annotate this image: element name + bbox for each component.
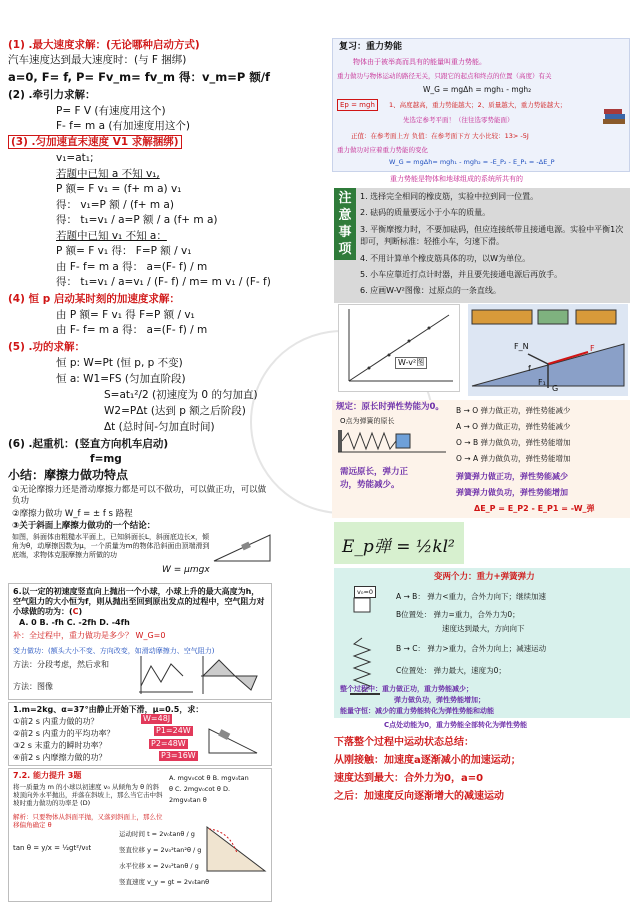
spring-origin: O点为弹簧的原长 bbox=[340, 417, 395, 425]
spring-case-1: B → O 弹力做正功，弹性势能减少 bbox=[456, 406, 571, 415]
force-diagram bbox=[468, 304, 628, 396]
fall-process-1: 整个过程中：重力做正功，重力势能减少； bbox=[340, 685, 473, 693]
q6-stem-text: 6.以一定的初速度竖直向上抛出一个小球，小球上升的最大高度为h，空气阻力的大小恒为f，则从抛出至回到原出发点的过程中，空气阻力对小球做的功为：( bbox=[13, 587, 265, 616]
q8-vertical-speed: 竖直速度 v_y = gt = 2v₀tanθ bbox=[119, 878, 210, 886]
review-system: 重力势能是物体和地球组成的系统所共有的 bbox=[390, 175, 523, 183]
text-line: v₁=at₁; bbox=[56, 152, 94, 164]
q8-analysis: 解析：只要物体从斜面平抛，又落到斜面上，那么位移偏角确定 θ bbox=[13, 813, 163, 829]
spring-case-2: A → O 弹力做正功，弹性势能减少 bbox=[456, 422, 571, 431]
fall-b-note: 速度达到最大，方向向下 bbox=[442, 624, 525, 633]
spring-rule: 规定：原长时弹性势能为0。 bbox=[336, 402, 444, 412]
fall-v0: v₀=0 bbox=[354, 586, 376, 598]
q8-vertical-disp: 竖直位移 y = 2v₀²tan²θ / g bbox=[119, 846, 202, 854]
fall-b: B位置处： 弹力=重力，合外力为0； bbox=[396, 610, 520, 619]
text-line: 由 F- f= m a 得： a=(F- f) / m bbox=[56, 324, 208, 336]
text-line: 恒 a: W1=FS (匀加直阶段) bbox=[56, 373, 186, 385]
spring-fall-analysis bbox=[334, 568, 630, 718]
heading-work: (5) .功的求解： bbox=[8, 341, 86, 353]
friction-notes bbox=[12, 485, 270, 577]
fbd-pull-label: F bbox=[590, 344, 595, 353]
text-line: 汽车速度达到最大速度时：(与 F 捆绑) bbox=[8, 54, 187, 66]
question-6-panel bbox=[8, 583, 272, 700]
text-line: 得： v₁=P 额 / (f+ m a) bbox=[56, 199, 174, 211]
text-line: F- f= m a (有加速度用这个) bbox=[56, 120, 191, 132]
fbd-gravity-label: G bbox=[552, 384, 559, 393]
spring-summary: 需远原长，弹力正功，势能减少。 bbox=[340, 467, 409, 490]
text-line: P 额= F v₁ 得： F=P 额 / v₁ bbox=[56, 245, 192, 257]
q6-graphs bbox=[139, 656, 259, 696]
q6-supplement: 补：全过程中，重力做功是多少？ W_G=0 bbox=[13, 631, 166, 640]
heading-traction: (2) .牵引力求解： bbox=[8, 89, 96, 101]
text-line: 恒 p: W=Pt (恒 p, p 不变) bbox=[56, 357, 183, 369]
spring-formula: E_p弹 = ½kl² bbox=[342, 537, 455, 557]
review-ep-formula: Ep = mgh bbox=[337, 99, 378, 111]
motion-stage-2: 速度达到最大：合外力为0，a=0 bbox=[334, 773, 484, 784]
q6-answer: C bbox=[72, 607, 79, 616]
motion-stage-3: 之后：加速度反向逐渐增大的减速运动 bbox=[334, 791, 504, 802]
q7-incline-figure bbox=[209, 725, 259, 755]
q6-method-2: 方法：图像 bbox=[13, 682, 53, 691]
q7-answer-2: P1=24W bbox=[156, 726, 191, 735]
friction-point-4: 如图，斜面体由粗糙水平面上，已知斜面长L，斜面底边长x，倾角为θ，动摩擦因数为μ，一个质量为m的物体沿斜面由顶端滑到底端，求物体克服摩擦力所做的功 bbox=[12, 533, 210, 559]
fall-ab: A → B： 弹力<重力，合外力向下；继续加速 bbox=[396, 592, 546, 601]
review-work-formula: W_G = mgΔh = mgh₁ - mgh₂ bbox=[423, 85, 532, 94]
friction-point-1: ①无论摩擦力还是滑动摩擦力都是可以不做功，可以做正功，可以做负功 bbox=[12, 485, 267, 506]
text-line: P= F V (有速度用这个) bbox=[56, 105, 166, 117]
review-path-independence: 重力做功与物体运动的路径无关，只跟它的起点和终点的位置（高度）有关 bbox=[337, 72, 552, 80]
incline-figure bbox=[214, 531, 274, 567]
q8-time: 运动时间 t = 2v₀tanθ / g bbox=[119, 830, 195, 838]
fall-energy: 能量守恒：减少的重力势能转化为弹性势能和动能 bbox=[340, 707, 494, 715]
spring-case-4: O → A 弹力做负功，弹性势能增加 bbox=[456, 454, 571, 463]
text-line: 若题中已知 a 不知 v₁, bbox=[56, 168, 160, 180]
fbd-friction-label: f bbox=[528, 364, 531, 373]
spring-figure bbox=[338, 428, 448, 458]
q7-part-2: ②前2 s 内重力的平均功率？ bbox=[13, 729, 115, 738]
formula-max-speed: a=0, F= f, P= Fv_m= fv_m 得：v_m=P 额/f bbox=[8, 70, 271, 84]
spring-negative: 弹簧弹力做负功，弹性势能增加 bbox=[456, 488, 568, 497]
question-8-panel bbox=[8, 768, 272, 902]
review-reference: 先选定参考平面！（往往选零势能面） bbox=[403, 116, 514, 124]
w-v2-graph bbox=[338, 304, 460, 392]
note-1: 1. 选择完全相同的橡皮筋，实验中拉到同一位置。 bbox=[360, 192, 539, 201]
review-definition: 物体由于被举高而具有的能量叫重力势能。 bbox=[353, 58, 486, 66]
q6-method-1: 方法：分段考虑，然后求和 bbox=[13, 660, 109, 669]
text-line: 若题中已知 v₁ 不知 a： bbox=[56, 230, 167, 242]
review-conclusion: 1、高度越高，重力势能越大；2、质量越大，重力势能越大； bbox=[389, 101, 567, 109]
review-change-formula: W_G = mgΔh= mgh₁ - mgh₂ = -E_P₂ - E_P₁ = -ΔE_P bbox=[389, 158, 555, 166]
q6-variable-force: 变力做功：(额头大小不变、方向改变，如滑动摩擦力、空气阻力) bbox=[13, 647, 215, 655]
spring-positive: 弹簧弹力做正功，弹性势能减少 bbox=[456, 472, 568, 481]
q7-part-1: ①前2 s 内重力做的功？ bbox=[13, 717, 99, 726]
review-sign: 正值：在参考面上方 负值：在参考面下方 大小比较：13> -5J bbox=[351, 132, 529, 140]
fall-bc: B → C： 弹力>重力，合外力向上；减速运动 bbox=[396, 644, 547, 653]
q7-part-3: ③2 s 末重力的瞬时功率？ bbox=[13, 741, 107, 750]
note-5: 5. 小车应靠近打点计时器，并且要先接通电源后再放手。 bbox=[360, 270, 563, 279]
review-change: 重力做功对应着重力势能的变化 bbox=[337, 146, 428, 154]
spring-pe-section bbox=[332, 400, 630, 518]
q7-part-4: ④前2 s 内摩擦力做的功？ bbox=[13, 753, 107, 762]
fbd-normal-label: F_N bbox=[514, 342, 529, 351]
q6-options: A. 0 B. -fh C. -2fh D. -4fh bbox=[19, 618, 130, 627]
spring-delta: ΔE_P = E_P2 - E_P1 = -W_弹 bbox=[474, 504, 595, 513]
text-line: S=at₁²/2 (初速度为 0 的匀加直) bbox=[104, 389, 258, 401]
text-line: f=mg bbox=[90, 453, 122, 465]
heading-max-speed: (1) .最大速度求解：(无论哪种启动方式) bbox=[8, 39, 200, 51]
fall-process-2: 弹力做负功，弹性势能增加； bbox=[394, 696, 485, 704]
fall-energy-c: C点处动能为0，重力势能全部转化为弹性势能 bbox=[384, 721, 528, 729]
text-line: Δt (总时间-匀加直时间) bbox=[104, 421, 215, 433]
text-line: 由 P 额= F v₁ 得 F=P 额 / v₁ bbox=[56, 309, 195, 321]
text-line: 由 F- f= m a 得： a=(F- f) / m bbox=[56, 261, 208, 273]
notes-tag: 注意事项 bbox=[334, 188, 356, 260]
q8-options: A. mgv₀cot θ B. mgv₀tan θ C. 2mgv₀cot θ D. 2mgv₀tan θ bbox=[169, 774, 249, 804]
graph-label: W-v²图 bbox=[395, 357, 427, 369]
review-title: 复习：重力势能 bbox=[339, 42, 403, 52]
friction-point-3: ③关于斜面上摩擦力做功的一个结论： bbox=[12, 521, 156, 531]
friction-point-2: ②摩擦力做功 W_f = ± f s 路程 bbox=[12, 509, 133, 519]
fbd-component-label: F₁ bbox=[538, 378, 546, 387]
q8-stem: 将一质量为 m 的小球以初速度 v₀ 从倾角为 θ 的斜坡顶向外水平抛出，并落在斜坡上，那么当它击中斜坡时重力做功的功率是 (D) bbox=[13, 783, 163, 807]
text-line: P 额= F v₁ = (f+ m a) v₁ bbox=[56, 183, 182, 195]
note-4: 4. 不用计算单个橡皮筋具体的功，以W为单位。 bbox=[360, 254, 531, 263]
question-7-panel bbox=[8, 702, 272, 766]
friction-formula: W = μmgx bbox=[162, 565, 210, 575]
experiment-notes bbox=[334, 188, 630, 303]
spring-case-3: O → B 弹力做负功，弹性势能增加 bbox=[456, 438, 571, 447]
q6-stem: 6.以一定的初速度竖直向上抛出一个小球，小球上升的最大高度为h，空气阻力的大小恒为f，则从抛出至回到原出发点的过程中，空气阻力对小球做的功为：(C) bbox=[13, 587, 265, 616]
fall-forces: 变两个力：重力+弹簧弹力 bbox=[434, 572, 535, 582]
note-6: 6. 应画W-V²图像：过原点的一条直线。 bbox=[360, 286, 501, 295]
w-v2-line bbox=[339, 305, 457, 389]
motion-title: 下落整个过程中运动状态总结： bbox=[334, 737, 474, 748]
heading-v1 bbox=[8, 135, 182, 149]
q8-horizontal-disp: 水平位移 x = 2v₀²tanθ / g bbox=[119, 862, 199, 870]
books-icon bbox=[601, 105, 627, 131]
cart-figure bbox=[468, 304, 628, 396]
note-2: 2. 砝码的质量要远小于小车的质量。 bbox=[360, 208, 491, 217]
q7-answer-4: P3=16W bbox=[161, 751, 196, 760]
summary-heading: 小结：摩擦力做功特点 bbox=[8, 468, 129, 482]
q7-answer-1: W=48J bbox=[143, 714, 171, 723]
fall-c: C位置处： 弹力最大，速度为0； bbox=[396, 666, 506, 675]
q7-answer-3: P2=48W bbox=[151, 739, 186, 748]
text-line: 得： t₁=v₁ / a=v₁ / (F- f) / m= m v₁ / (F- f) bbox=[56, 276, 271, 288]
note-3: 3. 平衡摩擦力时，不要加砝码，但应连接纸带且接通电源。实验中平衡1次即可，判断标准：轻推小车，匀速下滑。 bbox=[360, 225, 624, 246]
q7-stem: 1.m=2kg、α=37°由静止开始下滑，μ=0.5，求： bbox=[13, 705, 204, 714]
q8-title: 7.2. 能力提升 3题 bbox=[13, 771, 82, 780]
heading-const-p: (4) 恒 p 启动某时刻的加速度求解： bbox=[8, 293, 180, 305]
heading-crane: (6) .起重机：(竖直方向机车启动) bbox=[8, 438, 169, 450]
text-line: W2=PΔt (达到 p 额之后阶段) bbox=[104, 405, 246, 417]
text-line: 得： t₁=v₁ / a=P 额 / a (f+ m a) bbox=[56, 214, 218, 226]
q8-tan: tan θ = y/x = ½gt²/v₀t bbox=[13, 844, 92, 852]
spring-formula-box bbox=[334, 522, 464, 564]
heading-v1-text: (3) .匀加速直末速度 V1 求解捆绑) bbox=[8, 135, 182, 149]
gravity-pe-review bbox=[332, 38, 630, 172]
motion-summary bbox=[334, 736, 630, 802]
left-column bbox=[8, 30, 328, 900]
q8-slope-figure bbox=[207, 825, 267, 875]
motion-stage-1: 从刚接触：加速度a逐渐减小的加速运动； bbox=[334, 755, 521, 766]
